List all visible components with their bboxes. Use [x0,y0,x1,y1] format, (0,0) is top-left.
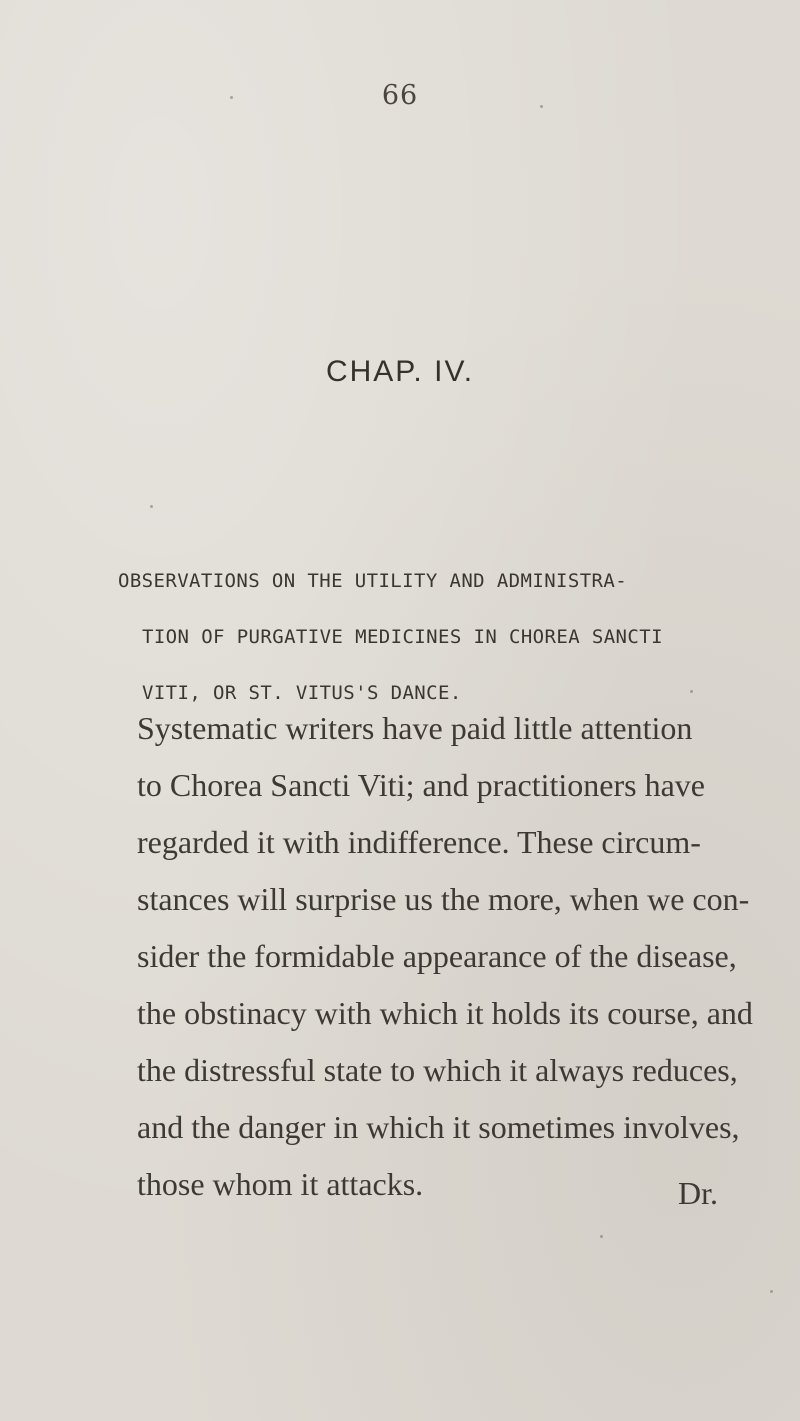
paper-speck [150,505,153,508]
catchword: Dr. [678,1175,718,1211]
paper-speck [600,1235,603,1238]
chapter-subtitle [118,553,758,721]
text-line: sider the formidable appearance of the disease, [137,938,737,974]
text-line: those whom it attacks. [137,1166,424,1202]
text-line: regarded it with indifference. These circum- [137,824,701,860]
text-line: stances will surprise us the more, when we con- [137,881,750,917]
text-line: and the danger in which it sometimes involves, [137,1109,740,1145]
page-number: 66 [381,80,419,111]
paper-speck [770,1290,773,1293]
chapter-heading: CHAP. IV. [325,355,475,388]
text-line: Systematic writers have paid little attention [137,710,693,746]
text-line: the distressful state to which it always reduces, [137,1052,738,1088]
text-line: to Chorea Sancti Viti; and practitioners have [137,767,705,803]
subtitle-line: OBSERVATIONS ON THE UTILITY AND ADMINISTRA- [118,570,628,592]
body-paragraph [0,700,800,1213]
text-line: the obstinacy with which it holds its course, and [137,995,753,1031]
subtitle-line: TION OF PURGATIVE MEDICINES IN CHOREA SANCTI [142,626,663,648]
subtitle-line: VITI, OR ST. VITUS'S DANCE. [142,682,462,704]
